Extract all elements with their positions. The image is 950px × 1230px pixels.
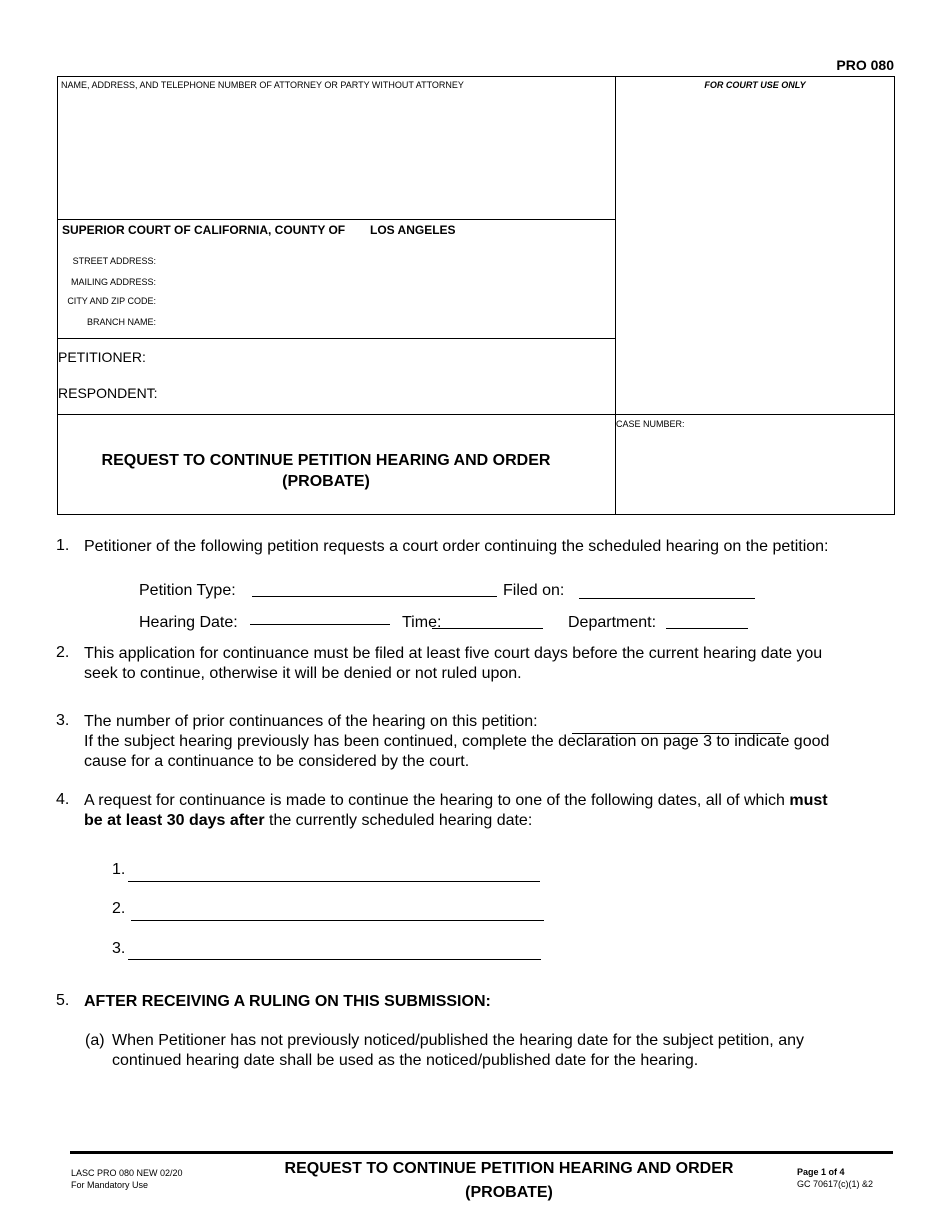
case-number-label: CASE NUMBER: — [616, 419, 685, 429]
attorney-label: NAME, ADDRESS, AND TELEPHONE NUMBER OF ATTORNEY OR PARTY WITHOUT ATTORNEY — [61, 80, 464, 90]
caption-rule — [58, 219, 615, 220]
item-5a-line1: When Petitioner has not previously noticed/published the hearing date for the subject petition, any — [112, 1032, 804, 1049]
form-title-line2: (PROBATE) — [282, 473, 370, 490]
item-4-number: 4. — [56, 791, 70, 808]
item-1-number: 1. — [56, 537, 70, 554]
court-use-label: FOR COURT USE ONLY — [704, 80, 806, 90]
item-5a-text — [112, 1031, 804, 1071]
item-4-line1-text: A request for continuance is made to continue the hearing to one of the following dates, all of which — [84, 792, 790, 809]
date-option-number: 3. — [112, 940, 126, 957]
item-4-line1-bold: must — [789, 792, 828, 809]
city-zip-label: CITY AND ZIP CODE: — [67, 296, 156, 306]
petition-type-field[interactable] — [252, 596, 497, 597]
form-title — [58, 450, 594, 492]
hearing-date-label: Hearing Date: — [139, 614, 238, 631]
caption-box — [57, 76, 895, 515]
filed-on-field[interactable] — [579, 598, 755, 599]
date-option-1-field[interactable] — [128, 881, 540, 882]
caption-rule — [58, 414, 894, 415]
footer-form-code — [71, 1167, 183, 1191]
branch-name-label: BRANCH NAME: — [86, 317, 156, 327]
item-5-heading: AFTER RECEIVING A RULING ON THIS SUBMISSION: — [84, 993, 491, 1010]
page-number: Page 1 of 4 — [797, 1167, 845, 1177]
date-option-3-field[interactable] — [128, 959, 541, 960]
petitioner-label: PETITIONER: — [58, 349, 146, 365]
item-5-number: 5. — [56, 992, 70, 1009]
item-4-line2-bold: be at least 30 days after — [84, 812, 265, 829]
form-code: PRO 080 — [836, 57, 894, 73]
date-option-number: 2. — [112, 900, 126, 917]
item-4-text — [84, 791, 894, 831]
footer-title — [250, 1157, 768, 1205]
statute-reference: GC 70617(c)(1) &2 — [797, 1179, 874, 1189]
date-option-2-field[interactable] — [131, 920, 544, 921]
footer-code-line1: LASC PRO 080 NEW 02/20 — [71, 1168, 183, 1178]
item-2-number: 2. — [56, 644, 70, 661]
item-3-line2: If the subject hearing previously has been continued, complete the declaration on page 3 to indicate good — [84, 733, 830, 750]
footer-rule — [70, 1151, 893, 1154]
item-3-text — [84, 712, 829, 772]
item-3-number: 3. — [56, 712, 70, 729]
item-4-line2-text: the currently scheduled hearing date: — [264, 812, 533, 829]
item-2-line2: seek to continue, otherwise it will be denied or not ruled upon. — [84, 665, 522, 682]
petition-type-label: Petition Type: — [139, 582, 236, 599]
prior-continuances-field[interactable] — [572, 733, 781, 734]
footer-title-line1: REQUEST TO CONTINUE PETITION HEARING AND ORDER — [284, 1160, 734, 1177]
caption-divider — [615, 77, 616, 514]
footer-page-info — [797, 1166, 873, 1190]
time-label: Time: — [402, 614, 442, 631]
filed-on-label: Filed on: — [503, 582, 565, 599]
caption-rule — [58, 338, 615, 339]
date-option-number: 1. — [112, 861, 126, 878]
form-title-line1: REQUEST TO CONTINUE PETITION HEARING AND ORDER — [101, 452, 551, 469]
department-label: Department: — [568, 614, 657, 631]
item-5a-line2: continued hearing date shall be used as the noticed/published date for the hearing. — [112, 1052, 699, 1069]
item-3-line3: cause for a continuance to be considered by the court. — [84, 753, 470, 770]
mailing-address-label: MAILING ADDRESS: — [70, 277, 156, 287]
time-field[interactable] — [432, 628, 543, 629]
item-1-text: Petitioner of the following petition requests a court order continuing the scheduled hearing on the petition: — [84, 538, 829, 555]
county-name: LOS ANGELES — [370, 223, 456, 237]
footer-code-line2: For Mandatory Use — [71, 1180, 149, 1190]
hearing-date-field[interactable] — [250, 624, 390, 625]
item-5a-label: (a) — [85, 1032, 105, 1049]
respondent-label: RESPONDENT: — [58, 385, 158, 401]
street-address-label: STREET ADDRESS: — [72, 256, 156, 266]
item-2-line1: This application for continuance must be filed at least five court days before the current hearing date you — [84, 645, 823, 662]
footer-title-line2: (PROBATE) — [465, 1184, 553, 1201]
department-field[interactable] — [666, 628, 748, 629]
item-3-line1: The number of prior continuances of the hearing on this petition: — [84, 713, 538, 730]
item-2-text — [84, 644, 822, 684]
court-label: SUPERIOR COURT OF CALIFORNIA, COUNTY OF — [62, 223, 346, 237]
